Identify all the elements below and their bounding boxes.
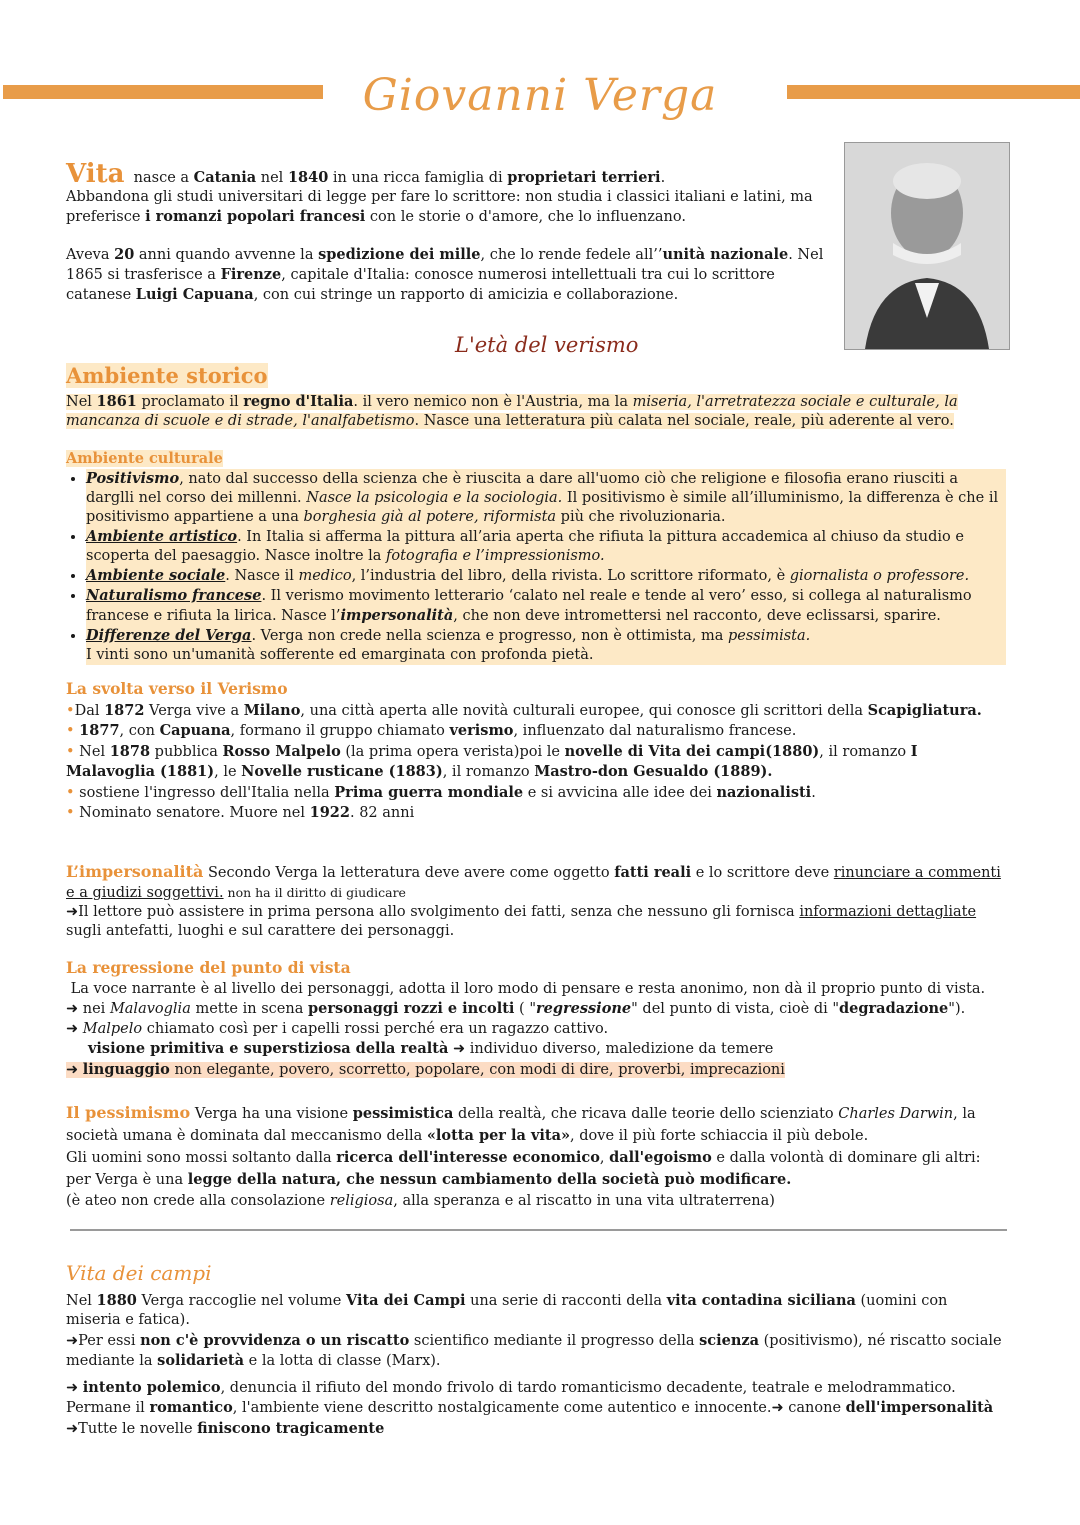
text: «lotta per la vita» [426,1127,571,1144]
impersonalita-section [66,862,1006,941]
vita-section [66,159,1006,305]
text: individuo diverso, maledizione da temere [465,1041,774,1057]
text: non elegante, povero, scorretto, popolare, con modi di dire, proverbi, imprecazioni [169,1061,785,1078]
regressione-section [66,958,1006,1080]
text: e lo scrittore deve [691,865,834,881]
text: Ambiente sociale [86,567,226,584]
text: , che non deve intromettersi nel racconto, deve eclissarsi, sparire. [453,608,941,624]
text: , [599,1150,610,1166]
text: Verga vive a [144,702,244,719]
text: . [660,170,666,186]
text: nel [256,170,288,186]
text: (positivismo), né riscatto sociale mediante la [66,1332,1002,1369]
text: I Malavoglia (1881) [66,742,918,780]
text: Milano [243,701,301,719]
text: , il romanzo [442,764,535,780]
text: fotografia e l’impressionismo. [386,548,605,564]
arrow-right-icon: ➜ [66,1020,79,1037]
text: . 82 anni [349,805,415,821]
text: Prima guerra mondiale [334,783,524,801]
list-item [86,469,1006,527]
text: legge della natura, che nessun cambiamento della società può modificare. [187,1171,792,1188]
text: mette in scena [190,1001,308,1017]
text: e dalla volontà di dominare gli altri: per Verga è una [66,1150,981,1188]
text: ( " [514,1001,536,1017]
reg-heading: La regressione del punto di vista [66,958,351,977]
text: " del punto di vista, cioè di " [631,1001,840,1017]
text: Nel [66,394,97,410]
campi-heading: Vita dei campi [66,1261,212,1285]
text: , influenzato dal naturalismo francese. [513,723,797,739]
vita-heading: Vita [66,159,125,189]
text: 1861 [96,393,137,410]
text: Nominato senatore. Muore nel [79,805,310,821]
svolta-heading: La svolta verso il Verismo [66,679,288,698]
vita-dei-campi-section [66,1261,1006,1439]
text: linguaggio [82,1060,170,1078]
text: Aveva [66,247,115,263]
text: pubblica [150,743,223,760]
divider [70,1229,1007,1231]
text: sugli antefatti, luoghi e sul carattere dei personaggi. [66,923,455,939]
list-item [86,566,1006,586]
text: Scapigliatura. [867,701,982,719]
text: Gli uomini sono mossi soltanto dalla [66,1150,337,1166]
text: della realtà, che ricava dalle teorie dello scienziato [453,1106,839,1122]
text: 1922 [309,804,350,821]
text: 1840 [287,169,329,186]
text: borghesia già al potere, riformista [303,509,557,525]
ambiente-culturale [66,449,1006,665]
list-item [86,586,1006,626]
text: Luigi Capuana [135,286,254,303]
text: Vita dei Campi [345,1291,466,1309]
text: Permane il [66,1400,150,1416]
text: Catania [193,169,257,186]
text: Nel [79,743,110,760]
text: (uomini con miseria e fatica). [66,1292,948,1328]
text: , con [119,723,160,739]
text: 1878 [109,742,151,760]
text: 20 [114,246,135,263]
text: Secondo Verga la letteratura deve avere come oggetto [203,865,615,881]
arrow-right-icon: ➜ [66,1332,79,1349]
text: , capitale d'Italia: conosce numerosi intellettuali tra cui lo scrittore catanese [66,267,775,303]
arrow-right-icon: ➜ [771,1400,784,1416]
text: Nasce la psicologia e la sociologia. [306,490,563,506]
pess-heading: Il pessimismo [66,1103,191,1122]
text: nei [78,1001,110,1017]
culturale-heading: Ambiente culturale [66,450,223,467]
text: non ha il diritto di giudicare [223,885,406,900]
arrow-right-icon: ➜ [66,1001,79,1017]
text: Mastro-don Gesualdo (1889). [534,763,773,780]
text: novelle di Vita dei campi(1880) [564,742,820,760]
text: canone [783,1400,846,1416]
text: . Nel 1865 si trasferisce a [66,247,824,283]
text: sostiene l'ingresso dell'Italia nella [79,784,335,801]
text: Ambiente artistico [86,528,238,545]
text: , la società umana è dominata dal meccanismo della [66,1106,976,1144]
text: Firenze [220,266,282,283]
text: con le storie o d'amore, che lo influenzano. [365,209,686,225]
text: pessimista. [727,628,811,644]
text: intento polemico [82,1378,221,1396]
text: La voce narrante è al livello dei personaggi, adotta il loro modo di pensare e resta anonimo, non dà il proprio punto di vista. [70,980,986,997]
text: rinunciare a commenti e a giudizi soggettivi. [66,865,1001,901]
text: nasce a [133,170,194,186]
text: impersonalità [340,607,454,624]
text: finiscono tragicamente [197,1419,385,1437]
text: verismo [449,722,514,739]
text: proprietari terrieri [507,169,661,186]
text: anni quando avvenne la [134,247,319,263]
text: Malavoglia [109,1001,191,1017]
text: visione primitiva e superstiziosa della realtà [88,1040,449,1057]
text: Differenze del Verga [86,627,252,644]
text: dell'impersonalità [845,1399,994,1416]
text: ricerca dell'interesse economico [336,1149,600,1166]
text: miseria, l'arretratezza sociale e culturale, la mancanza di scuole e di strade, l'analfabetismo [66,394,958,429]
text: I vinti sono un'umanità sofferente ed emarginata con profonda pietà. [86,647,594,663]
text: 1872 [104,701,145,719]
text: , le [214,764,242,780]
text: Novelle rusticane (1883) [241,763,443,780]
text: , dove il più forte schiaccia il più debole. [570,1128,869,1144]
text: i romanzi popolari francesi [145,208,366,225]
text: nazionalisti [716,783,812,801]
text: Per essi [78,1332,141,1349]
pessimismo-section [66,1102,1006,1212]
text: . In Italia si afferma la pittura all’aria aperta che rifiuta la pittura accademica al chiuso da studio e scoperta del paesaggio. Nasce inoltre la [86,529,964,564]
text: Naturalismo francese [86,587,262,604]
text: Verga raccoglie nel volume [136,1292,346,1309]
storico-heading: Ambiente storico [66,363,268,388]
text: non c'è provvidenza o un riscatto [140,1331,410,1349]
text: vita contadina siciliana [666,1291,856,1309]
text: 1877 [79,722,120,739]
text: , formano il gruppo chiamato [230,723,450,739]
text: chiamato così per i capelli rossi perché era un ragazzo cattivo. [142,1020,609,1037]
text: 1880 [96,1291,137,1309]
text: (la prima opera verista)poi le [340,743,565,760]
text: . Nasce il [225,568,299,584]
text: Dal [74,702,105,719]
text: , con cui stringe un rapporto di amicizia e collaborazione. [253,287,679,303]
text: regno d'Italia [243,393,354,410]
text: (è ateo non crede alla consolazione [66,1193,330,1209]
list-item [86,527,1006,566]
text: e la lotta di classe (Marx). [244,1353,441,1369]
text: Positivismo [86,470,180,487]
text: fatti reali [614,864,692,881]
text: proclamato il [136,394,244,410]
text: Nel [66,1292,97,1309]
text: in una ricca famiglia di [328,170,508,186]
text: , che lo rende fedele all’’ [480,247,663,263]
text: Rosso Malpelo [222,742,341,760]
arrow-right-icon: ➜ [66,1379,79,1396]
list-item [86,626,1006,665]
text: giornalista o professore. [789,568,970,584]
text: personaggi rozzi e incolti [307,1000,515,1017]
arrow-right-icon: ➜ [66,904,79,920]
text: . Nasce una letteratura più calata nel sociale, reale, più aderente al vero. [414,413,954,429]
arrow-right-icon: ➜ [66,1420,79,1437]
text: Tutte le novelle [78,1420,198,1437]
imp-heading: L’impersonalità [66,862,204,881]
text: Charles Darwin [838,1106,954,1122]
text: più che rivoluzionaria. [556,509,726,525]
text: . il vero nemico non è l'Austria, ma la [353,394,633,410]
text: , l’industria del libro, della rivista. Lo scrittore riformato, è [351,568,790,584]
text: romantico [149,1399,233,1416]
text: , alla speranza e al riscatto in una vita ultraterrena) [393,1193,775,1209]
text: Il positivismo è simile all’illuminismo, la differenza è che il positivismo appartiene a una [86,490,999,525]
text: solidarietà [157,1352,245,1369]
text: . [811,784,816,801]
text: medico [298,568,352,584]
text: Abbandona gli studi universitari di legge per fare lo scrittore: non studia i classici italiani e latini, ma preferisce [66,189,813,225]
text: , una città aperta alle novità culturali europee, qui conosce gli scrittori della [300,702,868,719]
svolta-section: La svolta verso il Verismo •Dal 1872 Verga vive a Milano, una città aperta alle novità culturali europee, qui conosce gli scrittori della Scapigliatura. • 1877, con Capuana, formano il gruppo chiamato verismo, influenzato dal naturalismo francese. • Nel 1878 pubblica Rosso Malpelo (la prima opera verista)poi le novelle di Vita dei campi(1880), il romanzo I Malavoglia (1881), le Novelle rusticane (1883), il romanzo Mastro-don Gesualdo (1889). • sostiene l'ingresso dell'Italia nella Prima guerra mondiale e si avvicina alle idee dei nazionalisti. • Nominato senatore. Muore nel 1922. 82 anni [66,679,982,821]
page-title: Giovanni Verga [362,70,718,121]
text: una serie di racconti della [465,1292,667,1309]
text: pessimistica [352,1105,454,1122]
text: Il lettore può assistere in prima persona allo svolgimento dei fatti, senza che nessuno gli fornisca [78,904,800,920]
text: informazioni dettagliate [799,904,977,920]
text: regressione [535,1000,632,1017]
text: scientifico mediante il progresso della [409,1332,700,1349]
text: unità nazionale [662,246,789,263]
text: , denuncia il rifiuto del mondo frivolo di tardo romanticismo decadente, teatrale e melodrammatico. [220,1379,956,1396]
text: , l'ambiente viene descritto nostalgicamente come autentico e innocente. [232,1400,772,1416]
text: Verga ha una visione [190,1106,353,1122]
text: degradazione [839,1000,949,1017]
text: , il romanzo [819,743,911,760]
text: scienza [699,1331,760,1349]
section-title-eta: L'età del verismo [455,333,639,357]
ambiente-storico [66,363,1006,431]
text: spedizione dei mille [318,246,481,263]
text: , nato dal successo della scienza che è riuscita a dare all'uomo ciò che religione e filosofia erano riusciti a darglli nel corso dei millenni. [86,471,959,506]
text: Malpelo [82,1020,143,1037]
text: religiosa [329,1193,394,1209]
text: e si avvicina alle idee dei [523,784,717,801]
arrow-right-icon: ➜ [66,1061,79,1078]
text: Capuana [159,722,231,739]
arrow-right-icon: ➜ [452,1041,466,1057]
text: dall'egoismo [609,1149,712,1166]
text: . Verga non crede nella scienza e progresso, non è ottimista, ma [251,628,728,644]
text: "). [948,1001,966,1017]
text: . Il verismo movimento letterario ‘calato nel reale e tende al vero’ esso, si collega al naturalismo francese e rifiuta la lirica. Nasce l’ [86,588,972,624]
